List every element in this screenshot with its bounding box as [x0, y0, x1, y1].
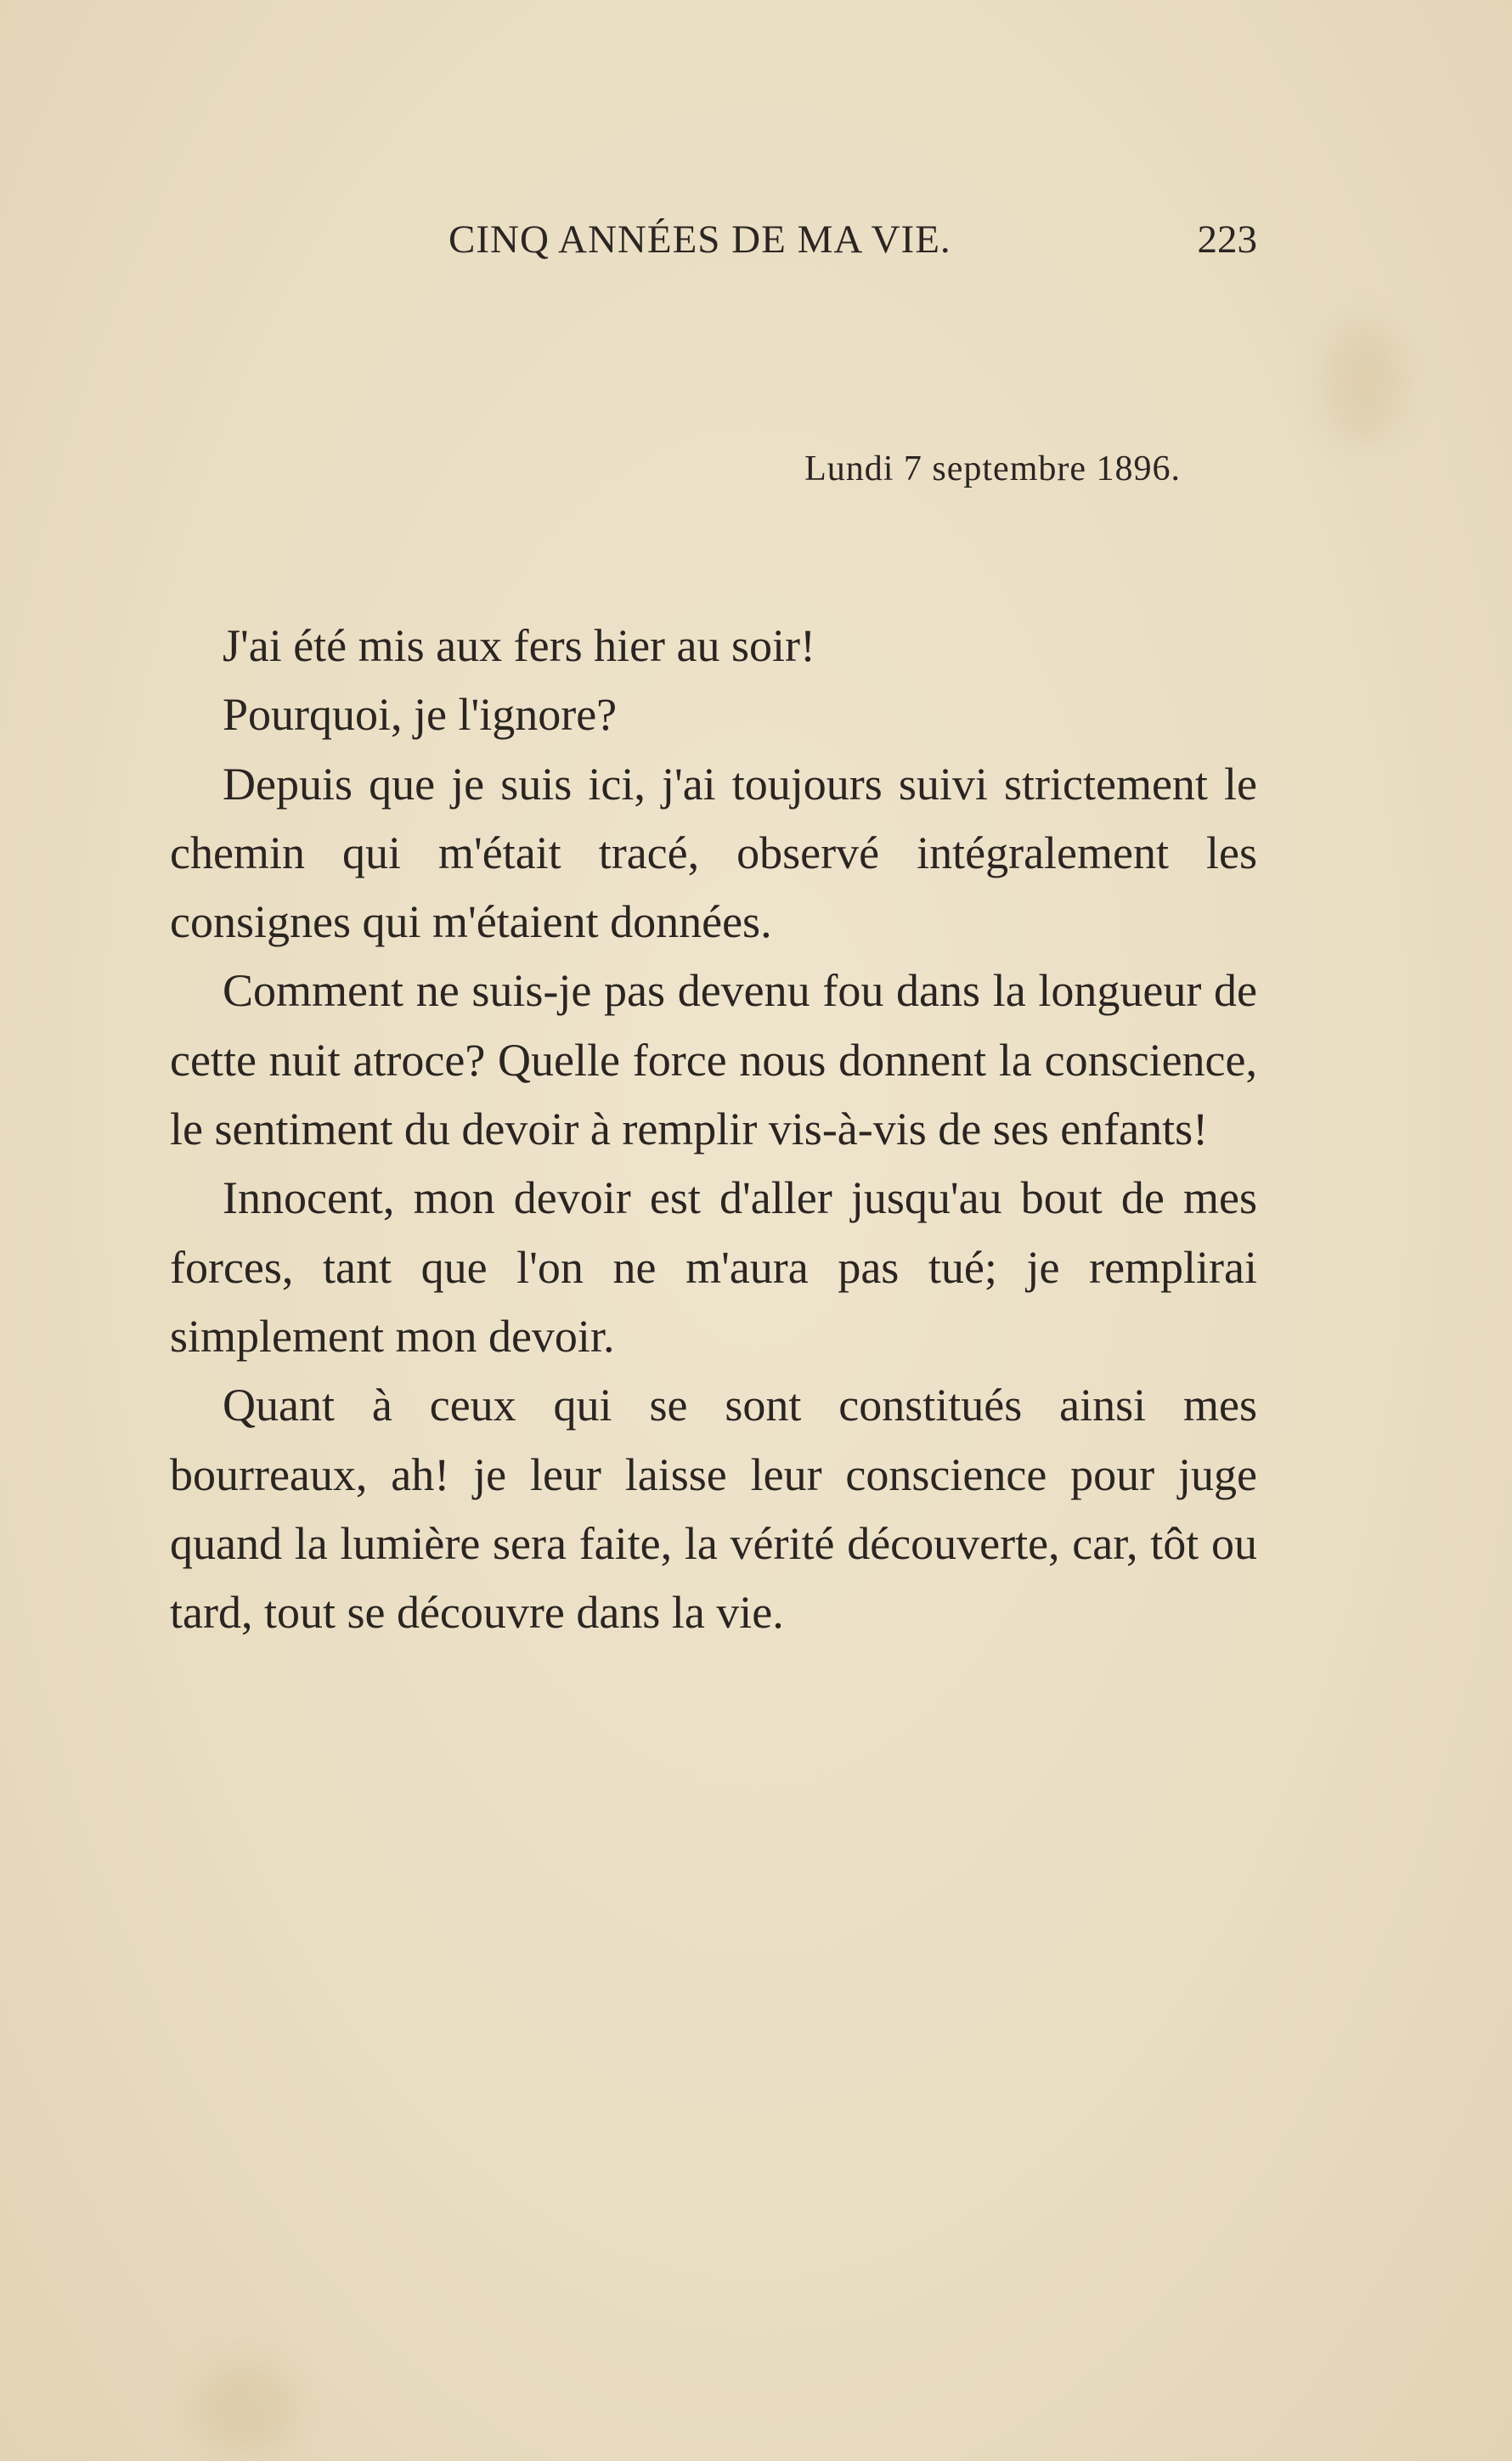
paragraph: Depuis que je suis ici, j'ai toujours suivi strictement le chemin qui m'était tracé, observé intégralement les consignes qui m'étaient données. — [170, 758, 1257, 948]
page-number: 223 — [1197, 217, 1257, 262]
paragraph: Pourquoi, je l'ignore? — [223, 689, 618, 741]
paper-stain — [1325, 323, 1402, 442]
body-text — [170, 612, 1257, 1647]
paper-stain — [195, 2362, 297, 2455]
paragraph: Quant à ceux qui se sont constitués ainsi mes bourreaux, ah! je leur laisse leur conscience pour juge quand la lumière sera faite, la vérité découverte, car, tôt ou tard, tout se découvre dans la vie. — [170, 1380, 1257, 1639]
paragraph: Comment ne suis-je pas devenu fou dans la longueur de cette nuit atroce? Quelle force nous donnent la conscience, le sentiment du devoir à remplir vis-à-vis de ses enfants! — [170, 965, 1257, 1155]
paragraph: Innocent, mon devoir est d'aller jusqu'au bout de mes forces, tant que l'on ne m'aura pas tué; je remplirai simplement mon devoir. — [170, 1172, 1257, 1362]
running-title: CINQ ANNÉES DE MA VIE. — [449, 217, 951, 262]
running-head — [170, 217, 1257, 268]
dateline: Lundi 7 septembre 1896. — [804, 449, 1181, 488]
paragraph: J'ai été mis aux fers hier au soir! — [223, 620, 815, 671]
